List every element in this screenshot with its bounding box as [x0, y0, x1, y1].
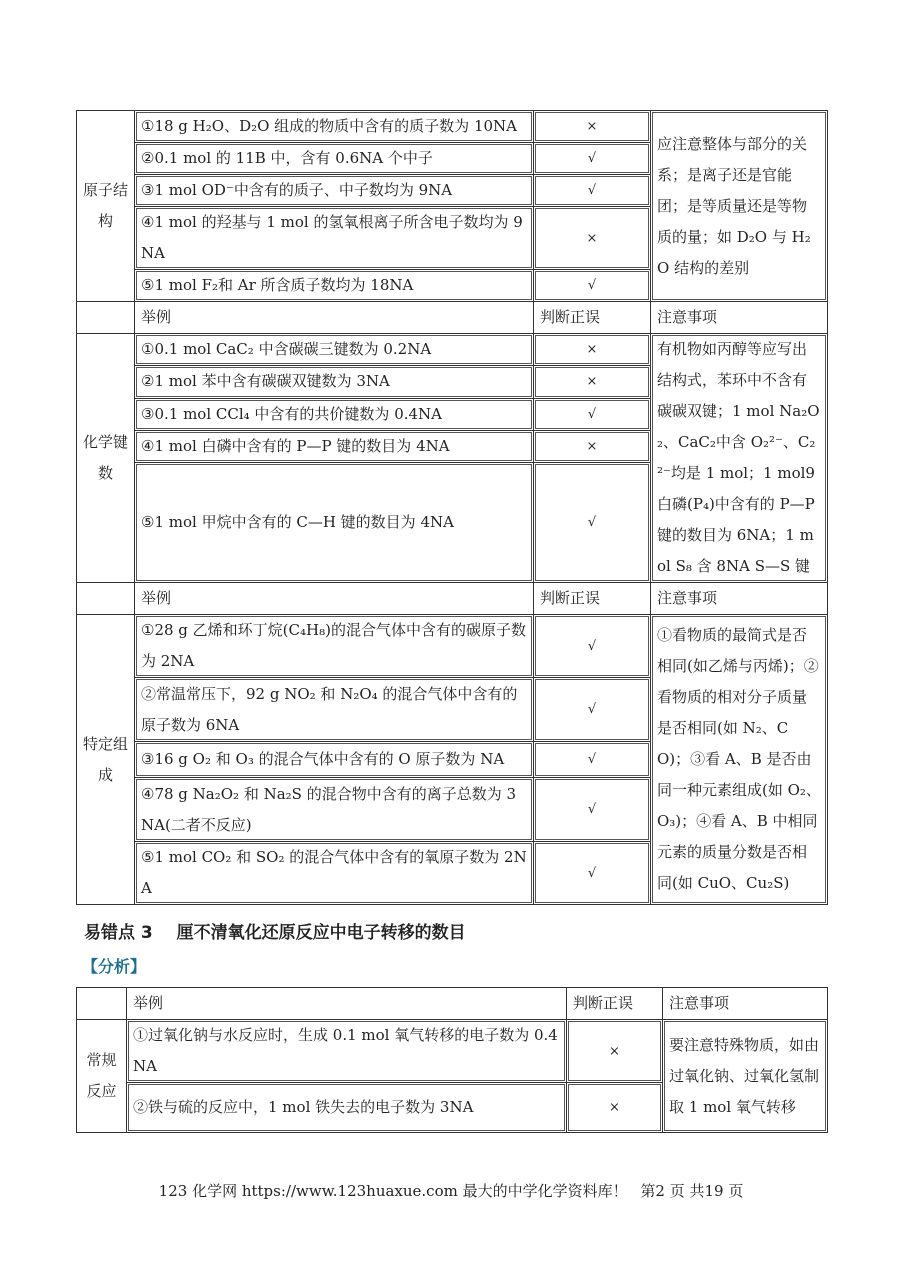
header-note: 注意事项 [663, 988, 828, 1020]
header-example: 举例 [127, 988, 567, 1020]
judgement-mark: × [534, 334, 651, 366]
example-row: ④78 g Na₂O₂ 和 Na₂S 的混合物中含有的离子总数为 3NA(二者不反应) [135, 778, 534, 842]
example-row: ①过氧化钠与水反应时，生成 0.1 mol 氧气转移的电子数为 0.4NA [127, 1020, 567, 1083]
section-number: 易错点 3 [84, 923, 153, 943]
example-row: ②0.1 mol 的 11B 中，含有 0.6NA 个中子 [135, 143, 534, 175]
analysis-label: 【分析】 [82, 957, 147, 976]
table-npa-errors [76, 110, 828, 905]
example-row: ②铁与硫的反应中，1 mol 铁失去的电子数为 3NA [127, 1083, 567, 1133]
example-row: ①18 g H₂O、D₂O 组成的物质中含有的质子数为 10NA [135, 111, 534, 143]
judgement-mark: × [534, 111, 651, 143]
section-title: 厘不清氧化还原反应中电子转移的数目 [176, 923, 466, 943]
judgement-mark: × [534, 366, 651, 398]
category-regular-reaction: 常规反应 [77, 1020, 127, 1133]
category-chemical-bonds: 化学键数 [77, 334, 135, 583]
example-row: ④1 mol 白磷中含有的 P—P 键的数目为 4NA [135, 430, 534, 462]
example-row: ⑤1 mol 甲烷中含有的 C—H 键的数目为 4NA [135, 463, 534, 583]
example-row: ③1 mol OD⁻中含有的质子、中子数均为 9NA [135, 175, 534, 207]
judgement-mark: √ [534, 270, 651, 302]
header-spacer [77, 302, 135, 334]
footer-page-number: 第2 页 共19 页 [640, 1182, 744, 1200]
note-specific-composition: ①看物质的最简式是否相同(如乙烯与丙烯)；②看物质的相对分子质量是否相同(如 N₂、CO)；③看 A、B 是否由同一种元素组成(如 O₂、O₃)；④看 A、B 中相同元素的质量分数是否相同(如 CuO、Cu₂S) [651, 615, 828, 905]
header-judge: 判断正误 [534, 583, 651, 615]
example-row: ②常温常压下，92 g NO₂ 和 N₂O₄ 的混合气体中含有的原子数为 6NA [135, 678, 534, 742]
judgement-mark: × [534, 207, 651, 270]
header-note: 注意事项 [651, 302, 828, 334]
header-example: 举例 [135, 583, 534, 615]
note-regular-reaction: 要注意特殊物质，如由过氧化钠、过氧化氢制取 1 mol 氧气转移 [663, 1020, 828, 1133]
example-row: ②1 mol 苯中含有碳碳双键数为 3NA [135, 366, 534, 398]
example-row: ⑤1 mol F₂和 Ar 所含质子数均为 18NA [135, 270, 534, 302]
judgement-mark: √ [534, 842, 651, 905]
judgement-mark: √ [534, 615, 651, 678]
judgement-mark: √ [534, 778, 651, 842]
judgement-mark: √ [534, 175, 651, 207]
table-electron-transfer [76, 987, 828, 1133]
category-atomic-structure: 原子结构 [77, 111, 135, 302]
header-example: 举例 [135, 302, 534, 334]
example-row: ⑤1 mol CO₂ 和 SO₂ 的混合气体中含有的氧原子数为 2NA [135, 842, 534, 905]
judgement-mark: √ [534, 143, 651, 175]
judgement-mark: √ [534, 463, 651, 583]
example-row: ④1 mol 的羟基与 1 mol 的氢氧根离子所含电子数均为 9NA [135, 207, 534, 270]
judgement-mark: √ [534, 678, 651, 742]
category-specific-composition: 特定组成 [77, 615, 135, 905]
note-atomic-structure: 应注意整体与部分的关系；是离子还是官能团；是等质量还是等物质的量；如 D₂O 与 H₂O 结构的差别 [651, 111, 828, 302]
header-spacer [77, 583, 135, 615]
judgement-mark: × [567, 1083, 663, 1133]
section-heading [84, 918, 466, 943]
example-row: ③16 g O₂ 和 O₃ 的混合气体中含有的 O 原子数为 NA [135, 742, 534, 778]
example-row: ③0.1 mol CCl₄ 中含有的共价键数为 0.4NA [135, 398, 534, 430]
judgement-mark: × [567, 1020, 663, 1083]
example-row: ①0.1 mol CaC₂ 中含碳碳三键数为 0.2NA [135, 334, 534, 366]
footer-site: 123 化学网 https://www.123huaxue.com 最大的中学化学资料库！ [158, 1182, 628, 1200]
judgement-mark: √ [534, 742, 651, 778]
header-judge: 判断正误 [534, 302, 651, 334]
note-chemical-bonds: 有机物如丙醇等应写出结构式，苯环中不含有碳碳双键；1 mol Na₂O₂、CaC₂中含 O₂²⁻、C₂²⁻均是 1 mol；1 mol9 白磷(P₄)中含有的 P—P 键的数目为 6NA；1 mol S₈ 含 8NA S—S 键 [651, 334, 828, 583]
header-note: 注意事项 [651, 583, 828, 615]
judgement-mark: √ [534, 398, 651, 430]
judgement-mark: × [534, 430, 651, 462]
header-spacer [77, 988, 127, 1020]
page-footer [0, 1180, 902, 1201]
header-judge: 判断正误 [567, 988, 663, 1020]
example-row: ①28 g 乙烯和环丁烷(C₄H₈)的混合气体中含有的碳原子数为 2NA [135, 615, 534, 678]
